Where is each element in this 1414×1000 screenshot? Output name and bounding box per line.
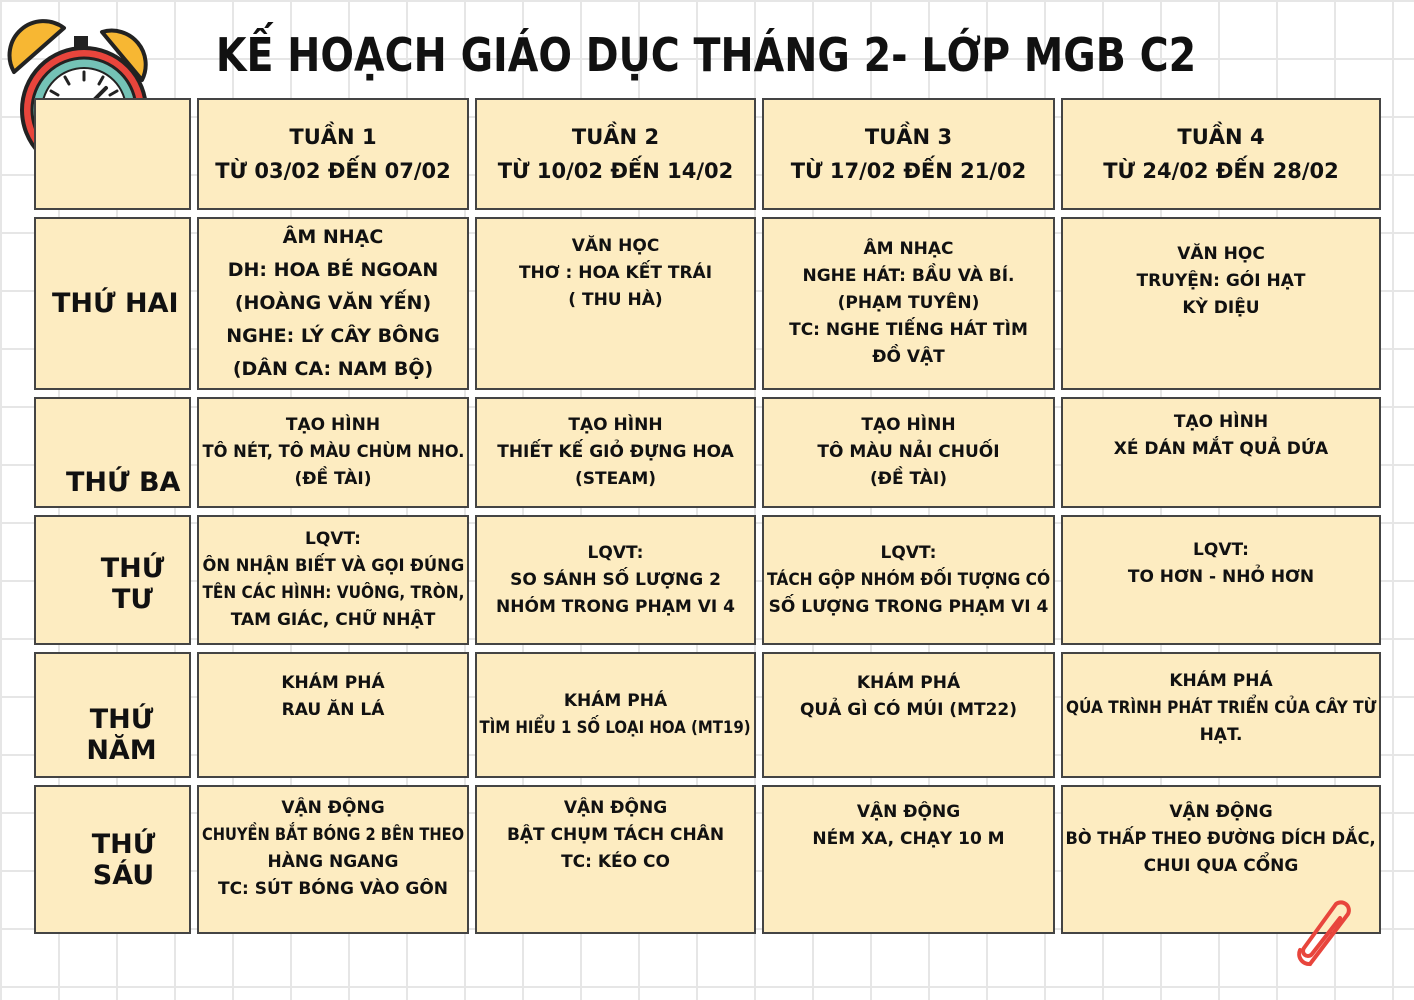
day-label: THỨ NĂM (34, 652, 191, 778)
activity-line: THƠ : HOA KẾT TRÁI (518, 263, 713, 283)
activity-line: KHÁM PHÁ (1169, 671, 1273, 691)
activity-line: ( THU HÀ) (568, 290, 663, 310)
corner-cell (34, 98, 191, 210)
activity-cell (197, 785, 469, 934)
activity-cell (475, 217, 756, 390)
day-label: THỨ BA (34, 397, 191, 508)
activity-line: LQVT: (880, 542, 937, 563)
activity-line: KHÁM PHÁ (281, 673, 385, 693)
activity-line: TẠO HÌNH (1173, 412, 1269, 432)
activity-line: VẬN ĐỘNG (1169, 802, 1273, 822)
activity-line: (HOÀNG VĂN YẾN) (234, 292, 432, 314)
activity-cell (1061, 515, 1381, 645)
activity-line: (ĐỀ TÀI) (294, 469, 372, 489)
activity-line: TÊN CÁC HÌNH: VUÔNG, TRÒN, (202, 583, 464, 603)
activity-line: (PHẠM TUYÊN) (837, 293, 980, 313)
activity-cell (1061, 217, 1381, 390)
activity-line: TÔ MÀU NẢI CHUỐI (817, 442, 1000, 462)
activity-line: LQVT: (1193, 540, 1249, 560)
activity-line: VẬN ĐỘNG (563, 798, 668, 818)
activity-cell (762, 515, 1055, 645)
day-label: THỨ SÁU (34, 785, 191, 934)
week-name: TUẦN 1 (289, 125, 377, 149)
activity-line: KHÁM PHÁ (856, 673, 961, 693)
activity-cell (762, 652, 1055, 778)
activity-line: SO SÁNH SỐ LƯỢNG 2 (510, 569, 721, 590)
activity-cell (762, 785, 1055, 934)
week-range: TỪ 10/02 ĐẾN 14/02 (497, 159, 734, 183)
activity-cell (1061, 397, 1381, 508)
activity-line: KỲ DIỆU (1182, 298, 1260, 318)
paperclip-icon (1296, 896, 1366, 972)
activity-cell (197, 217, 469, 390)
activity-line: NÉM XA, CHẠY 10 M (812, 829, 1005, 849)
activity-cell (197, 515, 469, 645)
activity-line: TC: KÉO CO (561, 852, 670, 872)
activity-line: HÀNG NGANG (267, 852, 399, 872)
week-name: TUẦN 2 (571, 125, 660, 149)
activity-line: SỐ LƯỢNG TRONG PHẠM VI 4 (768, 596, 1049, 617)
activity-line: ÔN NHẬN BIẾT VÀ GỌI ĐÚNG (202, 556, 464, 576)
activity-line: VẬN ĐỘNG (281, 798, 385, 818)
week-header (762, 98, 1055, 210)
activity-line: THIẾT KẾ GIỎ ĐỰNG HOA (497, 442, 734, 462)
activity-line: QÚA TRÌNH PHÁT TRIỂN CỦA CÂY TỪ (1065, 698, 1377, 718)
activity-cell (475, 785, 756, 934)
activity-line: CHUYỀN BẮT BÓNG 2 BÊN THEO (201, 825, 465, 845)
activity-cell (475, 652, 756, 778)
activity-line: (DÂN CA: NAM BỘ) (232, 358, 434, 380)
activity-line: VĂN HỌC (1177, 244, 1265, 264)
activity-line: VĂN HỌC (571, 236, 660, 256)
activity-line: QUẢ GÌ CÓ MÚI (MT22) (799, 700, 1018, 720)
activity-cell (762, 217, 1055, 390)
activity-line: LQVT: (587, 542, 644, 563)
activity-line: TẠO HÌNH (861, 415, 956, 435)
activity-cell (1061, 652, 1381, 778)
activity-line: BÒ THẤP THEO ĐƯỜNG DÍCH DẮC, (1065, 829, 1377, 849)
page-title: KẾ HOẠCH GIÁO DỤC THÁNG 2- LỚP MGB C2 (215, 28, 1197, 82)
activity-line: NHÓM TRONG PHẠM VI 4 (496, 596, 735, 617)
activity-line: NGHE HÁT: BẦU VÀ BÍ. (802, 266, 1015, 286)
activity-line: TÌM HIỂU 1 SỐ LOẠI HOA (MT19) (479, 718, 752, 738)
activity-cell (197, 397, 469, 508)
day-label: THỨ HAI (34, 217, 191, 390)
activity-line: (STEAM) (574, 469, 657, 489)
activity-line: TC: NGHE TIẾNG HÁT TÌM (789, 320, 1028, 340)
week-header (1061, 98, 1381, 210)
activity-line: TRUYỆN: GÓI HẠT (1136, 271, 1306, 291)
activity-line: DH: HOA BÉ NGOAN (227, 259, 439, 281)
activity-cell (197, 652, 469, 778)
activity-line: TÁCH GỘP NHÓM ĐỐI TƯỢNG CÓ (766, 569, 1051, 590)
activity-line: TO HƠN - NHỎ HƠN (1127, 567, 1315, 587)
activity-line: ÂM NHẠC (282, 226, 384, 248)
week-range: TỪ 03/02 ĐẾN 07/02 (215, 159, 451, 183)
week-header (197, 98, 469, 210)
activity-line: NGHE: LÝ CÂY BÔNG (226, 325, 440, 347)
activity-line: VẬN ĐỘNG (856, 802, 961, 822)
activity-line: ÂM NHẠC (863, 239, 954, 259)
week-name: TUẦN 4 (1177, 125, 1265, 149)
activity-line: TẠO HÌNH (568, 415, 663, 435)
activity-line: TẠO HÌNH (285, 415, 381, 435)
activity-line: TAM GIÁC, CHỮ NHẬT (230, 610, 436, 630)
week-name: TUẦN 3 (864, 125, 953, 149)
activity-line: ĐỒ VẬT (872, 347, 945, 367)
activity-cell (475, 397, 756, 508)
week-range: TỪ 17/02 ĐẾN 21/02 (790, 159, 1027, 183)
week-range: TỪ 24/02 ĐẾN 28/02 (1103, 159, 1339, 183)
activity-line: TC: SÚT BÓNG VÀO GÔN (217, 879, 449, 899)
activity-line: CHUI QUA CỔNG (1143, 856, 1299, 876)
activity-line: LQVT: (305, 529, 361, 549)
activity-line: TÔ NÉT, TÔ MÀU CHÙM NHO. (202, 442, 464, 462)
activity-line: RAU ĂN LÁ (281, 700, 385, 720)
activity-line: BẬT CHỤM TÁCH CHÂN (506, 825, 725, 845)
day-label: THỨ TƯ (34, 515, 191, 645)
activity-line: KHÁM PHÁ (563, 691, 668, 711)
activity-line: HẠT. (1199, 725, 1243, 745)
activity-cell (475, 515, 756, 645)
activity-line: XÉ DÁN MẮT QUẢ DỨA (1113, 439, 1329, 459)
activity-line: (ĐỀ TÀI) (869, 469, 948, 489)
activity-cell (762, 397, 1055, 508)
week-header (475, 98, 756, 210)
